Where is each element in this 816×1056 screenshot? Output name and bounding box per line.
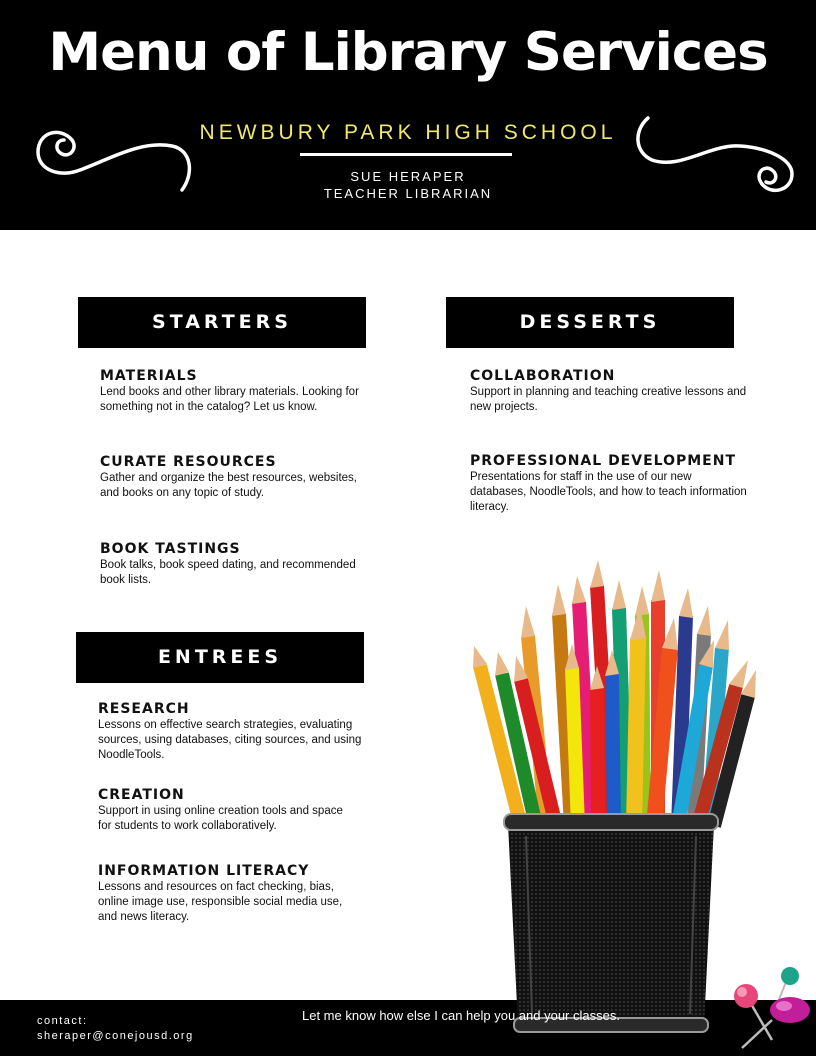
service-title: PROFESSIONAL DEVELOPMENT bbox=[470, 453, 736, 469]
service-description: Lessons and resources on fact checking, bias, online image use, responsible social media use, and news literacy. bbox=[98, 881, 343, 923]
service-title: MATERIALS bbox=[100, 368, 198, 384]
service-title: RESEARCH bbox=[98, 701, 190, 717]
service-item-collaboration bbox=[470, 368, 750, 415]
service-title: BOOK TASTINGS bbox=[100, 541, 241, 557]
service-item-curate-resources bbox=[100, 454, 370, 501]
service-item-materials bbox=[100, 368, 370, 415]
service-description: Presentations for staff in the use of our new databases, NoodleTools, and how to teach information literacy. bbox=[470, 471, 747, 513]
contact-label: contact: bbox=[37, 1015, 88, 1027]
service-description: Book talks, book speed dating, and recommended book lists. bbox=[100, 559, 356, 586]
service-description: Lend books and other library materials. Looking for something not in the catalog? Let us know. bbox=[100, 386, 359, 413]
service-item-information-literacy bbox=[98, 863, 358, 925]
pencil-cup-icon bbox=[466, 556, 766, 1036]
desserts-heading: DESSERTS bbox=[446, 297, 734, 348]
service-description: Support in using online creation tools and space for students to work collaboratively. bbox=[98, 805, 343, 832]
header-divider bbox=[300, 153, 512, 156]
page-title: Menu of Library Services bbox=[48, 22, 768, 83]
entrees-heading: ENTREES bbox=[76, 632, 364, 683]
service-title: CURATE RESOURCES bbox=[100, 454, 277, 470]
school-name: NEWBURY PARK HIGH SCHOOL bbox=[199, 121, 617, 144]
service-description: Support in planning and teaching creative lessons and new projects. bbox=[470, 386, 747, 413]
service-title: INFORMATION LITERACY bbox=[98, 863, 310, 879]
service-item-professional-development bbox=[470, 453, 750, 515]
closing-message: Let me know how else I can help you and your classes. bbox=[302, 1008, 620, 1023]
service-title: COLLABORATION bbox=[470, 368, 616, 384]
service-item-research bbox=[98, 701, 368, 763]
service-title: CREATION bbox=[98, 787, 185, 803]
service-description: Gather and organize the best resources, websites, and books on any topic of study. bbox=[100, 472, 357, 499]
service-item-creation bbox=[98, 787, 358, 834]
pushpin-icon bbox=[728, 962, 816, 1052]
librarian-name: SUE HERAPER bbox=[350, 169, 466, 184]
service-description: Lessons on effective search strategies, evaluating sources, using databases, citing sources, and using NoodleTools. bbox=[98, 719, 362, 761]
contact-email[interactable]: sheraper@conejousd.org bbox=[37, 1030, 194, 1042]
service-item-book-tastings bbox=[100, 541, 370, 588]
librarian-role: TEACHER LIBRARIAN bbox=[323, 186, 493, 201]
starters-heading: STARTERS bbox=[78, 297, 366, 348]
